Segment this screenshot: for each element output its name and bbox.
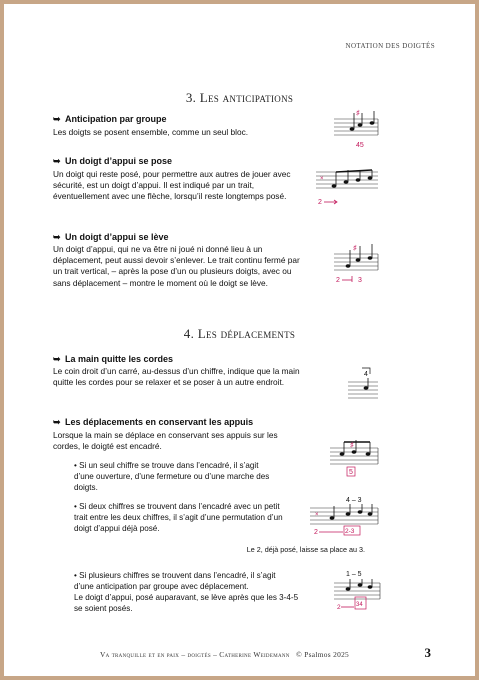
sharp-icon: ♯ [356, 110, 360, 117]
music-example-main-quitte [348, 362, 380, 406]
document-page [4, 4, 475, 676]
page-footer: Va tranquille et en paix – doigtés – Catherine Weidemann © Psalmos 2025 [100, 650, 350, 659]
section-title-deplacements: 4. Les déplacements [183, 326, 296, 341]
section-title-anticipations: 3. Les anticipations [185, 90, 294, 105]
subheading-anticipation-groupe: ➥ Anticipation par groupe [53, 114, 167, 124]
page-number: 3 [424, 645, 431, 660]
running-header: NOTATION DES DOIGTÉS [345, 42, 435, 50]
sharp-icon: ♯ [350, 442, 354, 449]
arrow-icon: ➥ [53, 232, 61, 242]
bullet-plusieurs-chiffres: • Si plusieurs chiffres se trouvent dans l’encadré, il s’agit d’une anticipation par groupe avec déplacement. [74, 571, 276, 591]
fingering-label: 4 – 3 [346, 497, 362, 504]
fingering-label: 2-3 [345, 528, 355, 535]
fingering-label: 2 [318, 199, 322, 206]
subheading-deplacements-appuis: ➥ Les déplacements en conservant les appuis [53, 417, 254, 427]
fingering-label: 34 [356, 602, 363, 608]
subheading-doigt-appui-leve: ➥ Un doigt d’appui se lève [53, 232, 169, 242]
music-example-appui-pose [316, 166, 380, 208]
bullet-deux-chiffres: • Si deux chiffres se trouvent dans l’encadré avec un petit trait entre les deux chiffres, il s’agit d’une permutation d’un doigt d’appui déjà posé. [74, 502, 283, 533]
fingering-label: 2 [314, 529, 318, 536]
music-example-permutation [310, 494, 380, 540]
fingering-label: 5 [349, 469, 353, 476]
music-example-anticipation-deplacement [334, 569, 382, 613]
paragraph-deplacements-appuis: Lorsque la main se déplace en conservant ses appuis sur les cordes, le doigté est encadré. [53, 430, 278, 452]
fingering-label: 2 [337, 604, 341, 611]
music-example-appui-leve [334, 240, 380, 286]
paragraph-doigt-appui-leve: Un doigt d’appui, qui ne va être ni joué ni donné lieu à un déplacement, peut aussi devoir s’enlever. Le trait continu fermé par un trait vertical, – après la pose d’un ou plusieurs doigts, avec ou sans déplacement – montre le moment où le doigt se lève. [53, 244, 300, 288]
caption-permutation: Le 2, déjà posé, laisse sa place au 3. [246, 545, 365, 554]
cross-mark-icon: × [315, 512, 319, 518]
music-example-anticipation-groupe [334, 109, 380, 153]
paragraph-doigt-appui-pose: Un doigt qui reste posé, pour permettre aux autres de jouer avec sécurité, est un doigt d’appui. Il est indiqué par un trait, éventuellement avec une flèche, lorsqu’il reste longtemps posé. [53, 169, 291, 202]
subheading-doigt-appui-pose: ➥ Un doigt d’appui se pose [53, 156, 173, 166]
arrow-icon: ➥ [53, 354, 61, 364]
fingering-label: 2 [336, 277, 340, 284]
arrow-icon: ➥ [53, 417, 61, 427]
sharp-icon: ♯ [353, 245, 357, 252]
fingering-label: 4 [364, 371, 368, 378]
arrow-icon: ➥ [53, 114, 61, 124]
music-example-un-chiffre [330, 440, 380, 480]
fingering-label: 3 [358, 277, 362, 284]
fingering-label: 1 – 5 [346, 571, 362, 578]
paragraph-doigt-appui-leve-apres: Le doigt d’appui, posé auparavant, se lève après que les 3-4-5 se soient posés. [74, 593, 299, 613]
subheading-main-quitte: ➥ La main quitte les cordes [53, 354, 174, 364]
arrow-icon: ➥ [53, 156, 61, 166]
cross-mark-icon: × [320, 176, 324, 182]
fingering-label: 45 [356, 142, 364, 149]
paragraph-main-quitte: Le coin droit d’un carré, au-dessus d’un chiffre, indique que la main quitte les cordes pour se relaxer et se poser à un autre endroit. [53, 366, 300, 388]
bullet-un-chiffre: • Si un seul chiffre se trouve dans l’encadré, il s’agit d’une ouverture, d’une fermeture ou d’une marche des doigts. [74, 461, 270, 492]
paragraph-anticipation-groupe: Les doigts se posent ensemble, comme un seul bloc. [53, 127, 249, 137]
